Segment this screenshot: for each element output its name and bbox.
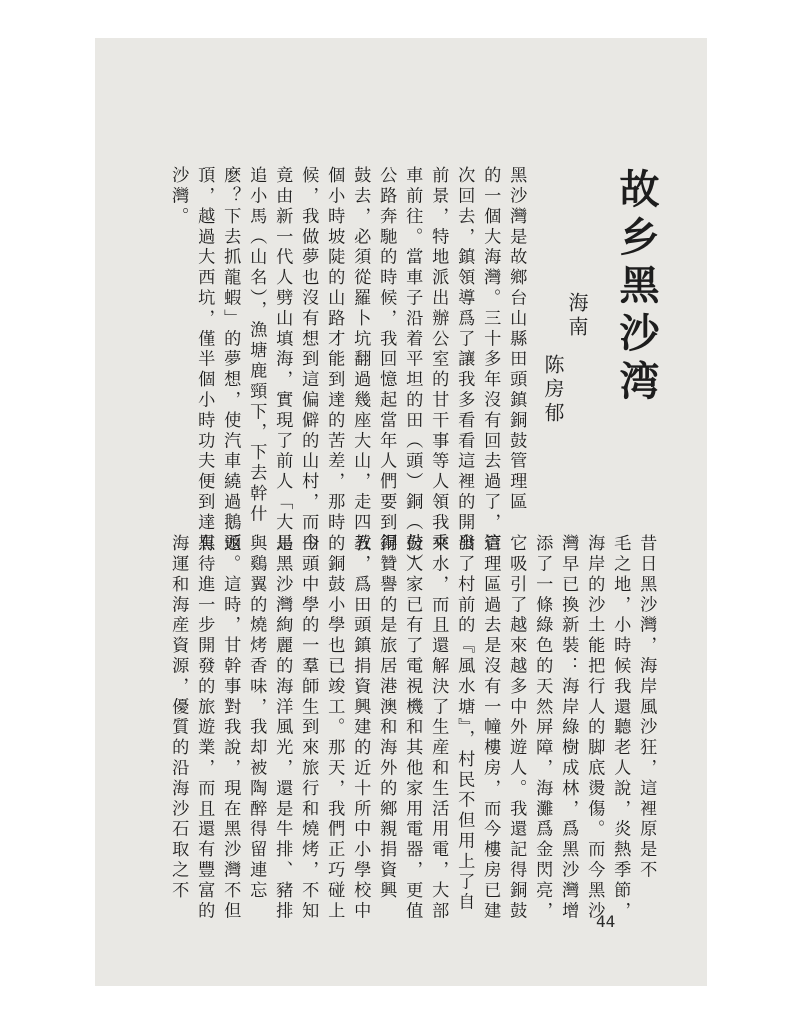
text-column: 海岸的沙土能把行人的脚底燙傷。而今黑沙 xyxy=(584,534,605,922)
page-number: 44 xyxy=(596,912,616,931)
author-name: 陈房郁 xyxy=(541,354,565,426)
text-column: 灣早已換新裝：海岸綠樹成林，爲黑沙灣增 xyxy=(558,534,579,922)
text-column: 候，我做夢也沒有想到這偏僻的山村，而今 xyxy=(298,166,319,554)
text-column: 管理區過去是沒有一幢樓房，而今樓房已建 xyxy=(480,534,501,922)
text-column: 返。這時，甘幹事對我說，現在黑沙灣不但 xyxy=(220,534,241,922)
text-column: 毛之地，小時候我還聽老人說，炎熱季節， xyxy=(610,534,631,922)
text-column: 沙灣。 xyxy=(168,166,189,228)
text-column: 出了村前的『風水塘』，村民不但用上了自 xyxy=(454,534,475,913)
article-title: 故乡黑沙湾 xyxy=(613,168,660,408)
text-column: 田頭中學的一羣師生到來旅行和燒烤，不知 xyxy=(298,534,319,922)
text-column: 竟由新一代人劈山填海，實現了前人「大馬 xyxy=(272,166,293,554)
text-column: 的銅鼓小學也已竣工。那天，我們正巧碰上 xyxy=(324,534,345,922)
text-column: 追小馬（山名），漁塘鹿頸下，下去幹什 xyxy=(246,166,267,525)
text-column: 次回去，鎮領導爲了讓我多看看這裡的開發 xyxy=(454,166,475,554)
text-column: 它吸引了越來越多中外遊人。我還記得銅鼓 xyxy=(506,534,527,922)
text-column: 的一個大海灣。三十多年沒有回去過了，這 xyxy=(480,166,501,554)
text-column: 昔日黑沙灣，海岸風沙狂，這裡原是不 xyxy=(636,534,657,881)
text-column: 與鷄翼的燒烤香味，我却被陶醉得留連忘 xyxy=(246,534,267,902)
author-region: 海南 xyxy=(565,292,589,340)
text-column: 頂，越過大西坑，僅半個小時功夫便到達黑 xyxy=(194,166,215,554)
text-column: 黑沙灣是故鄉台山縣田頭鎮銅鼓管理區 xyxy=(506,166,527,513)
text-column: 前景，特地派出辦公室的甘干事等人領我乘 xyxy=(428,166,449,554)
text-column: 海運和海産資源，優質的沿海沙石取之不 xyxy=(168,534,189,902)
text-column: 有待進一步開發的旅遊業，而且還有豐富的 xyxy=(194,534,215,922)
text-column: 得贊譽的是旅居港澳和海外的鄉親捐資興 xyxy=(376,534,397,902)
text-column: 份人家已有了電視機和其他家用電器，更值 xyxy=(402,534,423,922)
text-column: 鼓去，必須從羅卜坑翻過幾座大山，走四五 xyxy=(350,166,371,554)
text-column: 車前往。當車子沿着平坦的田（頭）銅（鼓） xyxy=(402,166,423,574)
text-column: 麽？下去抓龍蝦」的夢想，使汽車繞過鵝頭 xyxy=(220,166,241,554)
text-column: 公路奔馳的時候，我回憶起當年人們要到銅 xyxy=(376,166,397,554)
text-column: 個小時坡陡的山路才能到達的苦差，那時 xyxy=(324,166,345,534)
text-column: 教，爲田頭鎮捐資興建的近十所中小學校中 xyxy=(350,534,371,922)
text-column: 是黑沙灣絢麗的海洋風光，還是牛排、豬排 xyxy=(272,534,293,922)
text-column: 添了一條綠色的天然屏障，海灘爲金閃亮， xyxy=(532,534,553,922)
text-column: 來水，而且還解決了生産和生活用電，大部 xyxy=(428,534,449,922)
